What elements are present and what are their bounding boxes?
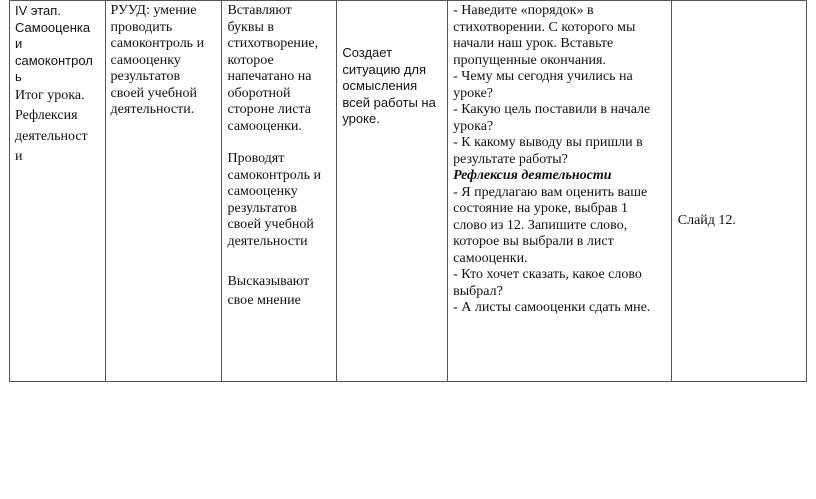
- speech-line: выбрал?: [453, 283, 503, 299]
- activity-line: самоконтроль и: [227, 167, 321, 183]
- activity-line: своей учебной: [227, 217, 314, 232]
- stage-line: деятельност: [15, 128, 88, 144]
- skills-cell: [105, 1, 222, 382]
- activity-line: самооценку: [227, 184, 298, 199]
- speech-line: урока?: [453, 118, 494, 134]
- speech-line: - К какому выводу вы пришли в: [453, 135, 643, 150]
- speech-line: - Наведите «порядок» в: [453, 3, 594, 18]
- speech-line: - Какую цель поставили в начале: [453, 102, 651, 117]
- speech-line: которое вы выбрали в лист: [453, 234, 614, 249]
- activity-line: результатов: [227, 200, 297, 216]
- teacher-line: ситуацию для: [342, 61, 427, 77]
- stage-line: Самооценка: [15, 19, 91, 35]
- stage-line: ь: [15, 69, 22, 84]
- activity-line: напечатано на: [227, 69, 312, 84]
- speech-line: пропущенные окончания.: [453, 52, 606, 68]
- stage-line: и: [15, 149, 23, 164]
- table-row: [10, 1, 807, 382]
- stage-line: IV этап.: [15, 3, 61, 18]
- activity-line: Вставляют: [227, 3, 292, 18]
- speech-line: - Кто хочет сказать, какое слово: [453, 267, 642, 282]
- stage-line: и: [15, 36, 23, 51]
- stage-line: Итог урока.: [15, 87, 85, 103]
- activity-line: Высказывают: [227, 274, 310, 289]
- speech-line: - Чему мы сегодня учились на: [453, 69, 633, 84]
- speech-line: состояние на уроке, выбрав 1: [453, 201, 629, 216]
- speech-line: слово из 12. Запишите слово,: [453, 217, 628, 233]
- activity-line: самооценки.: [227, 118, 302, 134]
- activity-line: буквы в: [227, 19, 274, 35]
- activity-line: свое мнение: [227, 292, 301, 308]
- activity-line: оборотной: [227, 85, 291, 101]
- skills-line: своей учебной: [110, 85, 198, 101]
- reflection-heading: Рефлексия деятельности: [453, 168, 612, 183]
- speech-line: уроке?: [453, 85, 493, 101]
- speech-line: - А листы самооценки сдать мне.: [453, 300, 651, 315]
- speech-line: самооценки.: [453, 250, 528, 266]
- slide-reference: Слайд 12.: [677, 213, 736, 228]
- teacher-line: Создает: [342, 45, 393, 60]
- materials-cell: [671, 1, 806, 382]
- skills-line: самооценку: [110, 52, 181, 68]
- skills-line: РУУД: умение: [110, 3, 197, 18]
- skills-line: результатов: [110, 69, 181, 84]
- activity-line: стихотворение,: [227, 36, 319, 51]
- teacher-line: уроке.: [342, 111, 380, 126]
- skills-line: деятельности.: [110, 102, 195, 117]
- speech-line: результате работы?: [453, 151, 568, 167]
- stage-line: Рефлексия: [15, 108, 78, 123]
- skills-line: самоконтроль и: [110, 36, 205, 51]
- stage-line: самоконтрол: [15, 52, 93, 68]
- stage-cell: [10, 1, 106, 382]
- activity-line: Проводят: [227, 151, 285, 166]
- activity-line: которое: [227, 52, 274, 68]
- activity-line: деятельности: [227, 233, 308, 249]
- speech-line: начали наш урок. Вставьте: [453, 36, 614, 51]
- speech-line: - Я предлагаю вам оценить ваше: [453, 184, 648, 200]
- teacher-line: осмысления: [342, 78, 418, 93]
- speech-line: стихотворении. С которого мы: [453, 19, 636, 35]
- teacher-activity-cell: [337, 1, 448, 382]
- lesson-plan-table: [9, 0, 807, 382]
- skills-line: проводить: [110, 19, 173, 35]
- activity-line: стороне листа: [227, 102, 312, 117]
- teacher-line: всей работы на: [342, 94, 436, 110]
- teacher-speech-cell: [448, 1, 672, 382]
- student-activity-cell: [222, 1, 337, 382]
